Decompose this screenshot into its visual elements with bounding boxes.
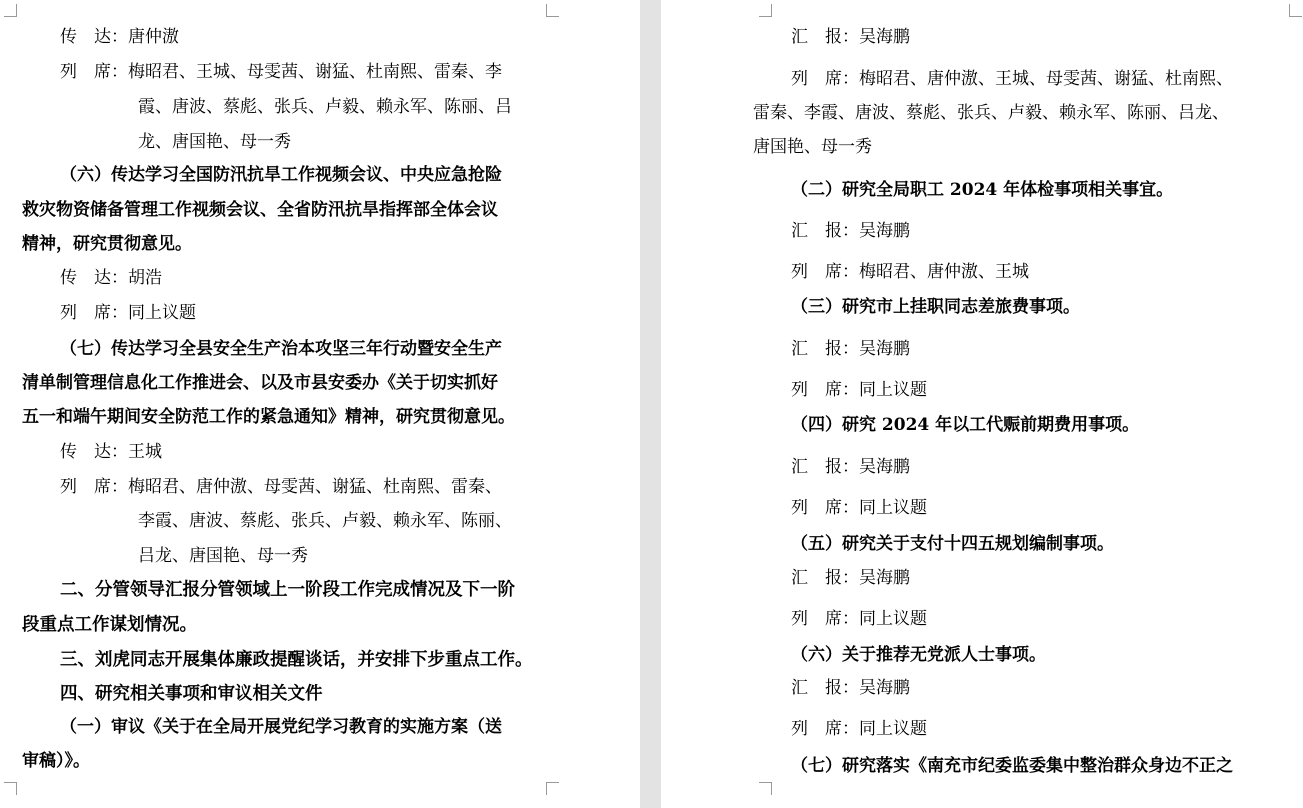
body-line: 列 席：梅昭君、唐仲滶、王城、母雯茜、谢猛、杜南熙、 xyxy=(791,69,1233,89)
body-line: （七）研究落实《南充市纪委监委集中整治群众身边不正之 xyxy=(791,756,1233,776)
body-line: 列 席：梅昭君、王城、母雯茜、谢猛、杜南熙、雷秦、李 xyxy=(60,62,502,82)
body-line: 雷秦、李霞、唐波、蔡彪、张兵、卢毅、赖永军、陈丽、吕龙、 xyxy=(753,103,1229,123)
body-line: （六）传达学习全国防汛抗旱工作视频会议、中央应急抢险 xyxy=(60,165,502,185)
body-line: 霞、唐波、蔡彪、张兵、卢毅、赖永军、陈丽、吕 xyxy=(138,97,512,117)
section-heading: 段重点工作谋划情况。 xyxy=(22,615,197,635)
body-line: （二）研究全局职工 2024 年体检事项相关事宜。 xyxy=(791,180,1174,200)
body-line: （五）研究关于支付十四五规划编制事项。 xyxy=(791,534,1114,554)
body-line: 汇 报：吴海鹏 xyxy=(791,568,910,588)
body-line: （一）审议《关于在全局开展党纪学习教育的实施方案（送 xyxy=(60,717,502,737)
crop-mark-bottom-left xyxy=(4,782,17,795)
body-line: 五一和端午期间安全防范工作的紧急通知》精神，研究贯彻意见。 xyxy=(22,407,515,427)
body-line: 汇 报：吴海鹏 xyxy=(791,27,910,47)
body-line: 列 席：同上议题 xyxy=(791,609,927,629)
crop-mark-top-left xyxy=(759,4,772,17)
body-line: 列 席：梅昭君、唐仲滶、王城 xyxy=(791,262,1029,282)
body-line: 列 席：同上议题 xyxy=(791,380,927,400)
body-line: 清单制管理信息化工作推进会、以及市县安委办《关于切实抓好 xyxy=(22,373,498,393)
crop-mark-bottom-right xyxy=(546,782,559,795)
body-line: 救灾物资储备管理工作视频会议、全省防汛抗旱指挥部全体会议 xyxy=(22,200,498,220)
body-line: 传 达：唐仲滶 xyxy=(60,27,179,47)
body-line: 汇 报：吴海鹏 xyxy=(791,678,910,698)
body-line: （三）研究市上挂职同志差旅费事项。 xyxy=(791,297,1080,317)
body-line: 传 达：胡浩 xyxy=(60,268,162,288)
section-heading: 四、研究相关事项和审议相关文件 xyxy=(60,684,323,704)
body-line: 审稿）》。 xyxy=(22,751,90,771)
body-line: 龙、唐国艳、母一秀 xyxy=(138,132,291,152)
body-line: 吕龙、唐国艳、母一秀 xyxy=(138,546,308,566)
body-line: 精神，研究贯彻意见。 xyxy=(22,234,192,254)
body-line: 汇 报：吴海鹏 xyxy=(791,339,910,359)
document-page-right xyxy=(661,0,1303,808)
section-heading: 二、分管领导汇报分管领域上一阶段工作完成情况及下一阶 xyxy=(60,580,515,600)
body-line: 传 达：王城 xyxy=(60,442,162,462)
body-line: （七）传达学习全县安全生产治本攻坚三年行动暨安全生产 xyxy=(60,339,502,359)
crop-mark-top-right xyxy=(1289,4,1302,17)
page-gutter xyxy=(640,0,661,808)
body-line: 李霞、唐波、蔡彪、张兵、卢毅、赖永军、陈丽、 xyxy=(138,511,512,531)
body-line: 汇 报：吴海鹏 xyxy=(791,457,910,477)
crop-mark-top-right xyxy=(546,4,559,17)
body-line: 列 席：同上议题 xyxy=(791,719,927,739)
body-line: 列 席：同上议题 xyxy=(791,498,927,518)
crop-mark-top-left xyxy=(4,4,17,17)
body-line: 汇 报：吴海鹏 xyxy=(791,221,910,241)
document-page-left xyxy=(0,0,640,808)
body-line: （四）研究 2024 年以工代赈前期费用事项。 xyxy=(791,415,1140,435)
body-line: （六）关于推荐无党派人士事项。 xyxy=(791,645,1046,665)
body-line: 列 席：同上议题 xyxy=(60,303,196,323)
body-line: 列 席：梅昭君、唐仲滶、母雯茜、谢猛、杜南熙、雷秦、 xyxy=(60,477,502,497)
body-line: 唐国艳、母一秀 xyxy=(753,137,872,157)
crop-mark-bottom-left xyxy=(759,782,772,795)
section-heading: 三、刘虎同志开展集体廉政提醒谈话，并安排下步重点工作。 xyxy=(60,650,533,670)
